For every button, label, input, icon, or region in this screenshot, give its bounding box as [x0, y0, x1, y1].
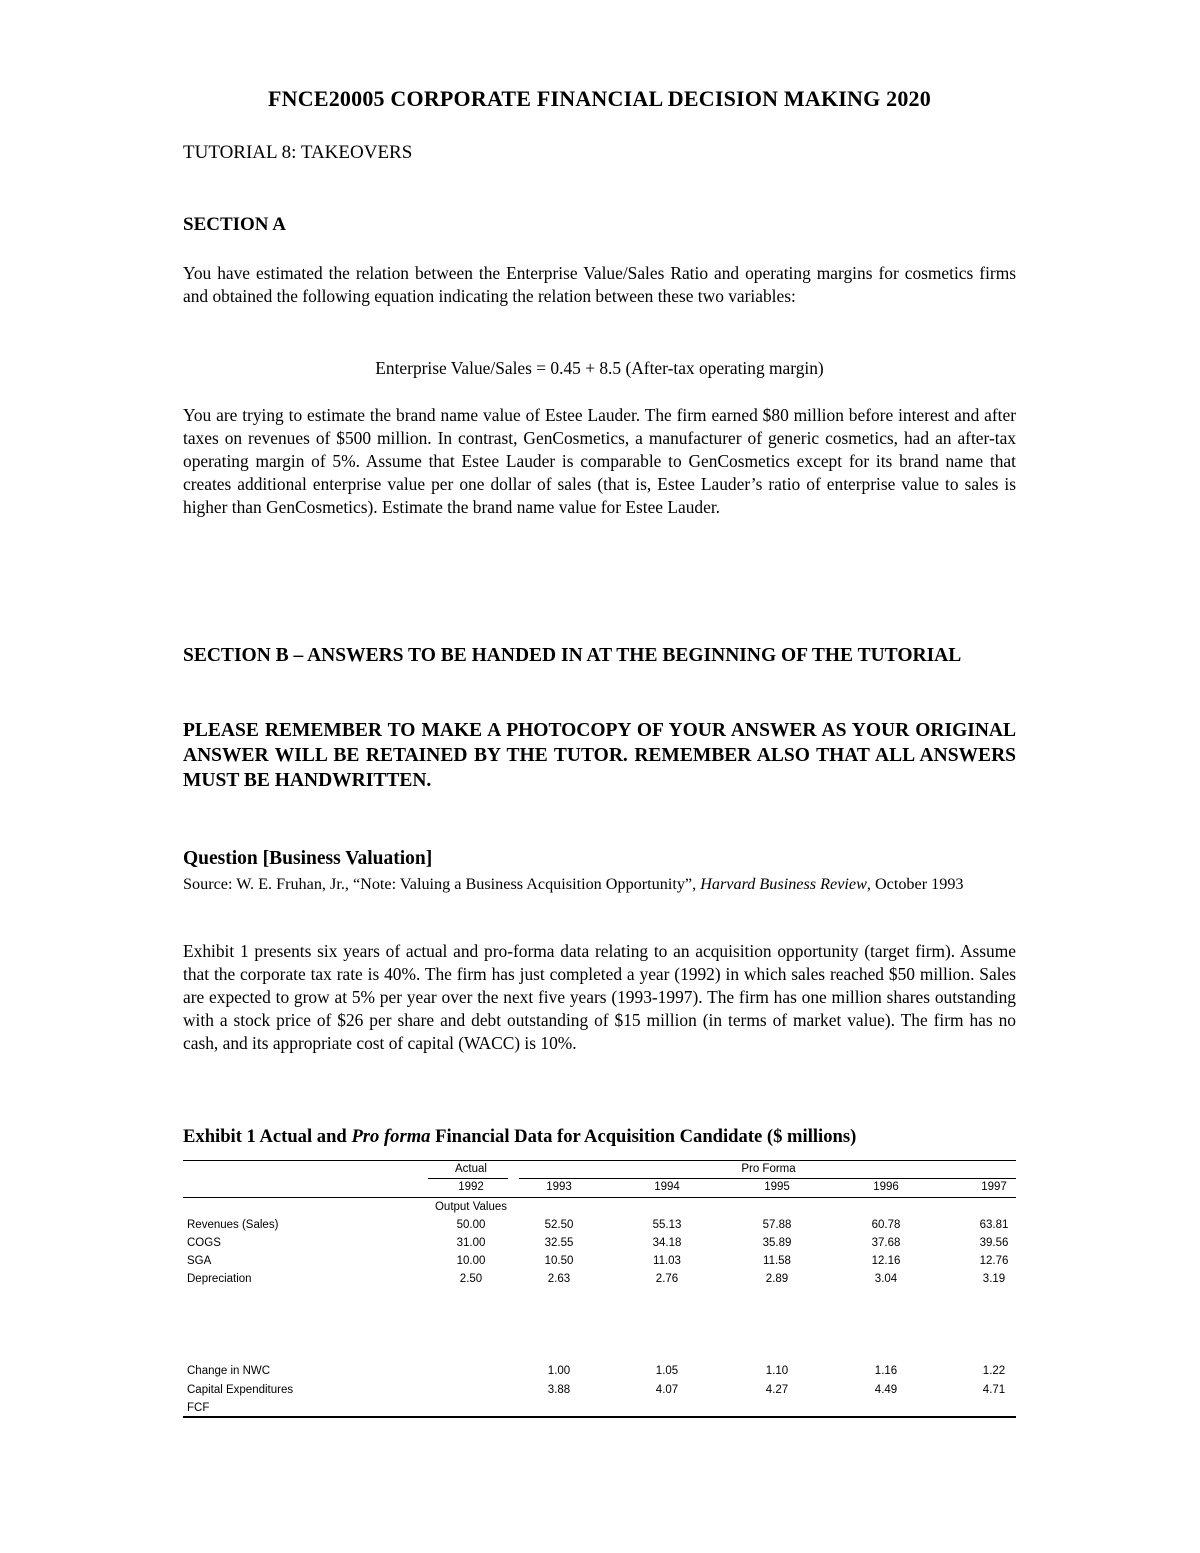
- table-cell: 4.27: [765, 1383, 789, 1396]
- source-prefix: Source: W. E. Fruhan, Jr., “Note: Valuing a Business Acquisition Opportunity”,: [183, 875, 701, 893]
- table-cell: 10.50: [544, 1255, 574, 1267]
- table-cell: 1.00: [547, 1365, 571, 1377]
- year-header-1997: 1997: [981, 1181, 1007, 1193]
- exhibit-title: [183, 1126, 856, 1148]
- table-cell: 1.10: [765, 1365, 789, 1377]
- row-label: COGS: [187, 1237, 221, 1249]
- table-cell: 11.58: [763, 1255, 791, 1267]
- exhibit-title-suffix: Financial Data for Acquisition Candidate ($ millions): [430, 1126, 857, 1147]
- source-journal: Harvard Business Review: [700, 875, 867, 893]
- table-cell: 4.49: [874, 1383, 898, 1396]
- document-title: FNCE20005 CORPORATE FINANCIAL DECISION MAKING 2020: [268, 86, 931, 111]
- actual-header: Actual: [455, 1163, 487, 1175]
- tutorial-heading: TUTORIAL 8: TAKEOVERS: [183, 142, 413, 163]
- table-cell: 32.55: [544, 1237, 574, 1249]
- table-cell: 10.00: [456, 1255, 486, 1267]
- section-b-reminder: PLEASE REMEMBER TO MAKE A PHOTOCOPY OF YOUR ANSWER AS YOUR ORIGINAL ANSWER WILL BE RETAINED BY THE TUTOR. REMEMBER ALSO THAT ALL ANSWERS MUST BE HANDWRITTEN.: [183, 720, 1016, 791]
- table-cell: 4.71: [982, 1383, 1006, 1396]
- source-suffix: , October 1993: [866, 875, 964, 893]
- year-header-1992: 1992: [458, 1181, 484, 1193]
- year-rule: [183, 1197, 1016, 1198]
- equation: Enterprise Value/Sales = 0.45 + 8.5 (After-tax operating margin): [375, 358, 824, 378]
- table-cell: 63.81: [979, 1219, 1009, 1231]
- exhibit-title-prefix: Exhibit 1 Actual and: [183, 1126, 352, 1147]
- table-cell: 37.68: [871, 1237, 901, 1249]
- proforma-underline: [519, 1178, 1016, 1179]
- table-cell: 12.16: [871, 1255, 901, 1267]
- table-cell: 57.88: [762, 1219, 792, 1231]
- table-bottom-rule: [183, 1416, 1016, 1418]
- row-label: Depreciation: [187, 1273, 252, 1285]
- table-cell: 1.22: [982, 1365, 1006, 1377]
- table-cell: 2.76: [655, 1273, 679, 1285]
- table-cell: 34.18: [652, 1237, 682, 1249]
- question-body: Exhibit 1 presents six years of actual and pro-forma data relating to an acquisition opportunity (target firm). Assume that the corporate tax rate is 40%. The firm has just completed a year (1992) in which sales reached $50 million. Sales are expected to grow at 5% per year over the next five years (1993-1997). The firm has one million shares outstanding with a stock price of $26 per share and debt outstanding of $15 million (in terms of market value). The firm has no cash, and its appropriate cost of capital (WACC) is 10%.: [183, 941, 1016, 1053]
- table-cell: 2.50: [459, 1273, 483, 1285]
- row-label: Capital Expenditures: [187, 1383, 294, 1396]
- year-header-1993: 1993: [546, 1181, 572, 1193]
- table-cell: 31.00: [456, 1237, 486, 1249]
- section-a-paragraph-2: You are trying to estimate the brand name value of Estee Lauder. The firm earned $80 million before interest and after taxes on revenues of $500 million. In contrast, GenCosmetics, a manufacturer of generic cosmetics, had an after-tax operating margin of 5%. Assume that Estee Lauder is comparable to GenCosmetics except for its brand name that creates additional enterprise value per one dollar of sales (that is, Estee Lauder’s ratio of enterprise value to sales is higher than GenCosmetics). Estimate the brand name value for Estee Lauder.: [183, 405, 1016, 517]
- section-b-heading: SECTION B – ANSWERS TO BE HANDED IN AT THE BEGINNING OF THE TUTORIAL: [183, 645, 962, 666]
- table-cell: 60.78: [871, 1219, 901, 1231]
- table-cell: 52.50: [544, 1219, 574, 1231]
- year-header-1995: 1995: [764, 1181, 790, 1193]
- table-cell: 39.56: [979, 1237, 1009, 1249]
- row-label: Change in NWC: [187, 1365, 271, 1377]
- row-label: Revenues (Sales): [187, 1219, 279, 1231]
- table-cell: 4.07: [655, 1383, 679, 1396]
- table-top-rule: [183, 1160, 1016, 1161]
- exhibit-title-italic: Pro forma: [351, 1126, 431, 1147]
- question-source: [183, 873, 1016, 895]
- table-cell: 12.76: [979, 1255, 1009, 1267]
- table-cell: 35.89: [762, 1237, 792, 1249]
- table-cell: 55.13: [652, 1219, 682, 1231]
- table-cell: 2.63: [547, 1273, 571, 1285]
- question-title: Question [Business Valuation]: [183, 848, 433, 869]
- section-a-heading: SECTION A: [183, 214, 286, 235]
- table-cell: 1.16: [874, 1365, 898, 1377]
- table-cell: 50.00: [456, 1219, 486, 1231]
- table-cell: 1.05: [655, 1365, 679, 1377]
- year-header-1996: 1996: [873, 1181, 899, 1193]
- table-cell: 3.19: [982, 1273, 1006, 1285]
- section-a-paragraph-1: You have estimated the relation between the Enterprise Value/Sales Ratio and operating margins for cosmetics firms and obtained the following equation indicating the relation between these two variables:: [183, 263, 1016, 306]
- year-header-1994: 1994: [654, 1181, 680, 1193]
- actual-underline: [428, 1178, 508, 1179]
- table-cell: 11.03: [653, 1255, 681, 1267]
- proforma-header: Pro Forma: [741, 1163, 796, 1175]
- output-values-label: Output Values: [434, 1201, 508, 1213]
- row-label: FCF: [187, 1402, 210, 1414]
- table-cell: 2.89: [765, 1273, 789, 1285]
- row-label: SGA: [187, 1255, 212, 1267]
- table-cell: 3.04: [874, 1273, 898, 1285]
- table-cell: 3.88: [547, 1383, 571, 1396]
